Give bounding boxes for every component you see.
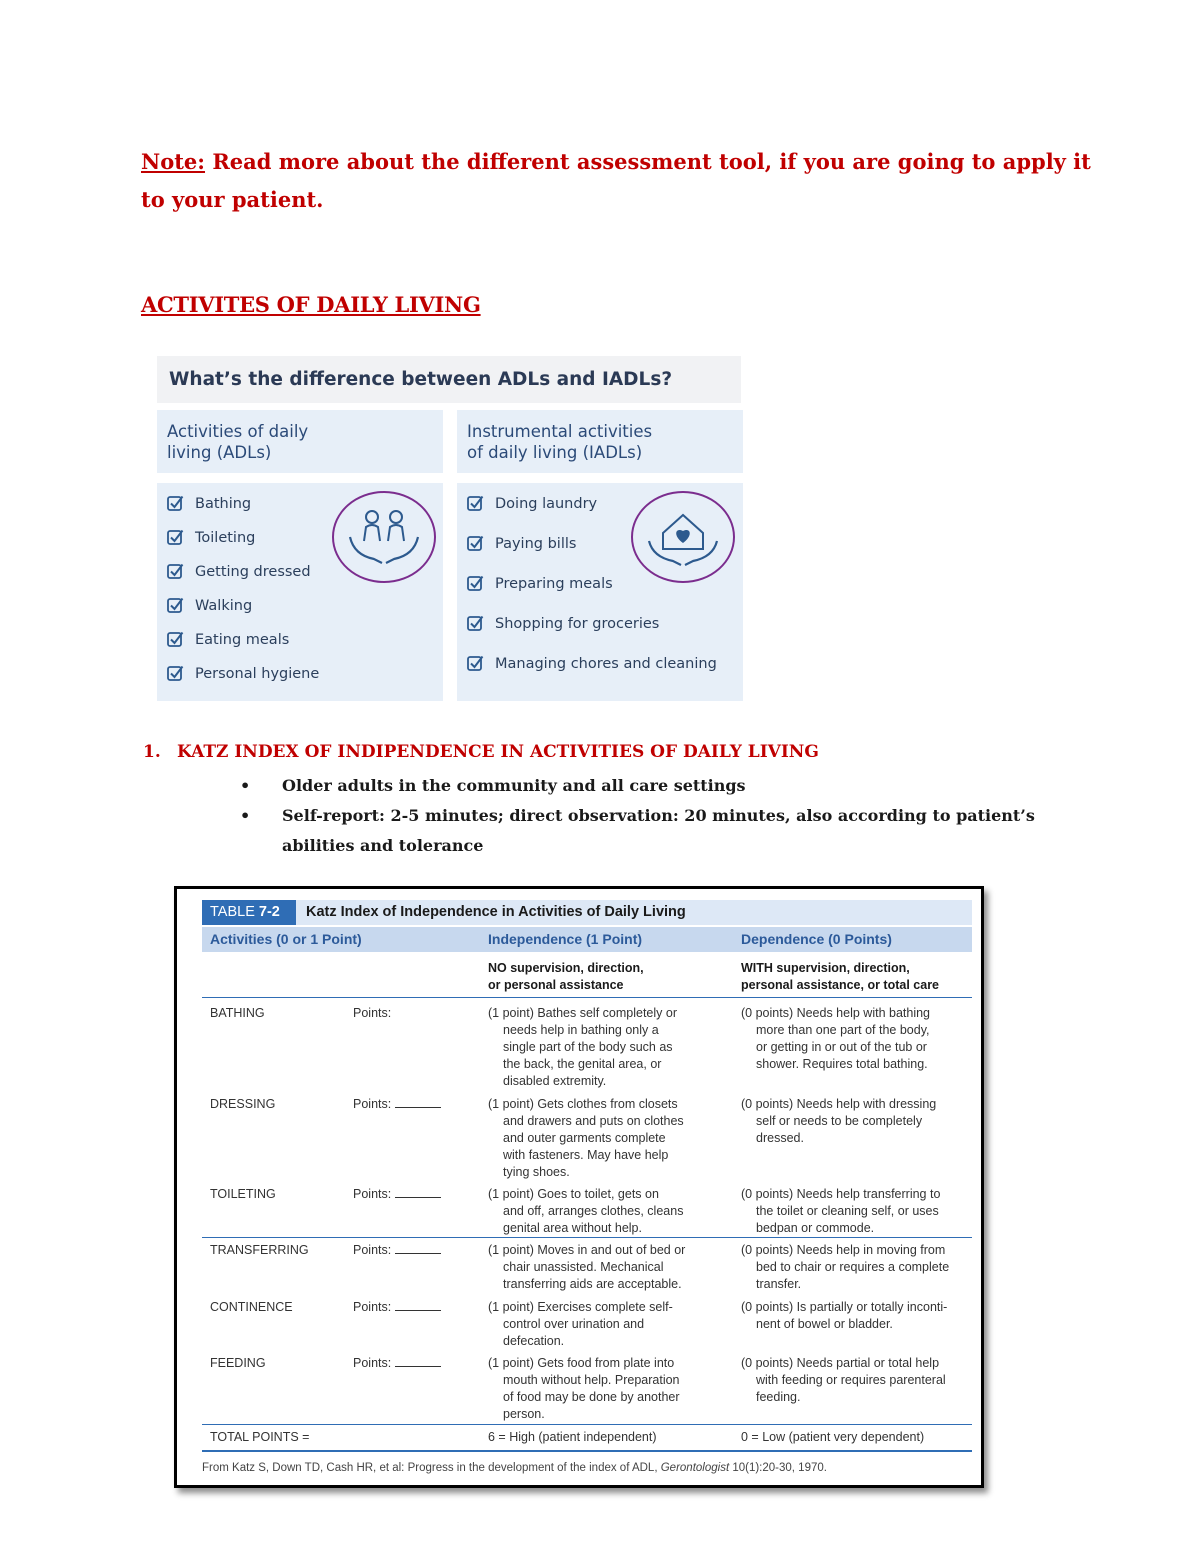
- text-line: control over urination and: [503, 1317, 645, 1331]
- independence-text: [488, 1186, 718, 1237]
- infographic-title: What’s the difference between ADLs and IADLs?: [157, 356, 741, 403]
- katz-table: [174, 886, 984, 1488]
- source-text: From Katz S, Down TD, Cash HR, et al: Progress in the development of the index of ADL,: [202, 1462, 661, 1474]
- text-line: (0 points) Needs help transferring to: [741, 1187, 941, 1201]
- text-line: of food may be done by another: [503, 1390, 680, 1404]
- text-line: dressed.: [756, 1131, 804, 1145]
- text-line: the toilet or cleaning self, or uses: [756, 1204, 939, 1218]
- table-column-headers: [202, 927, 972, 952]
- col-independence: Independence (1 Point): [488, 931, 643, 947]
- iadl-item-label: Managing chores and cleaning: [495, 655, 717, 672]
- text-line: person.: [503, 1407, 545, 1421]
- independence-text: [488, 1096, 718, 1181]
- katz-heading: [143, 742, 819, 762]
- bullet-item: • Self-report: 2-5 minutes; direct observation: 20 minutes, also according to patient’s abilities and tolerance: [240, 801, 1070, 861]
- adl-item-label: Walking: [195, 597, 253, 614]
- checkbox-icon: [467, 495, 484, 512]
- text-line: or getting in or out of the tub or: [756, 1040, 927, 1054]
- independence-text: [488, 1005, 718, 1090]
- text-line: (1 point) Exercises complete self-: [488, 1300, 673, 1314]
- activity-feeding: FEEDING: [210, 1356, 266, 1370]
- text-line: mouth without help. Preparation: [503, 1373, 680, 1387]
- iadl-item: [467, 655, 717, 672]
- text-line: chair unassisted. Mechanical: [503, 1260, 664, 1274]
- iadl-item-label: Doing laundry: [495, 495, 598, 512]
- sub-ind-line: or personal assistance: [488, 978, 624, 992]
- adl-column-header: [157, 410, 443, 473]
- text-line: and off, arranges clothes, cleans: [503, 1204, 684, 1218]
- adl-item-label: Eating meals: [195, 631, 290, 648]
- iadl-item-label: Shopping for groceries: [495, 615, 660, 632]
- table-source: [202, 1462, 827, 1474]
- adl-item: [167, 563, 311, 580]
- katz-bullet-list: [240, 771, 1070, 861]
- text-line: disabled extremity.: [503, 1074, 607, 1088]
- dependence-text: [741, 1242, 971, 1293]
- row-divider: [202, 1237, 972, 1238]
- text-line: self or needs to be completely: [756, 1114, 923, 1128]
- independence-text: [488, 1355, 718, 1423]
- points-blank: [395, 1299, 441, 1311]
- dependence-text: [741, 1096, 971, 1147]
- table-caption: [202, 900, 972, 925]
- text-line: (0 points) Needs help with bathing: [741, 1006, 931, 1020]
- sub-dep-line: WITH supervision, direction,: [741, 961, 910, 975]
- source-journal: Gerontologist: [660, 1462, 730, 1474]
- table-number: 7-2: [258, 904, 280, 920]
- activity-transferring: TRANSFERRING: [210, 1243, 309, 1257]
- text-line: tying shoes.: [503, 1165, 570, 1179]
- note-text: Read more about the different assessment tool, if you are going to apply it to your patient.: [141, 149, 1091, 212]
- adl-header-line1: Activities of daily: [167, 422, 309, 441]
- text-line: nent of bowel or bladder.: [756, 1317, 893, 1331]
- points-label: Points:: [353, 1097, 392, 1111]
- adl-item-label: Toileting: [195, 529, 256, 546]
- text-line: (0 points) Is partially or totally inconti-: [741, 1300, 948, 1314]
- independence-subheader: [488, 960, 644, 994]
- text-line: transfer.: [756, 1277, 802, 1291]
- home-heart-hands-icon: [631, 491, 735, 583]
- activity-toileting: TOILETING: [210, 1187, 276, 1201]
- caregiver-hands-icon: [332, 491, 436, 583]
- checkbox-icon: [467, 655, 484, 672]
- text-line: shower. Requires total bathing.: [756, 1057, 928, 1071]
- bullet-item: • Older adults in the community and all care settings: [240, 771, 1070, 801]
- text-line: (1 point) Gets clothes from closets: [488, 1097, 678, 1111]
- activity-dressing: DRESSING: [210, 1097, 276, 1111]
- text-line: (1 point) Moves in and out of bed or: [488, 1243, 686, 1257]
- adl-item-label: Bathing: [195, 495, 252, 512]
- section-heading: ACTIVITES OF DAILY LIVING: [141, 292, 481, 317]
- source-text: 10(1):20-30, 1970.: [729, 1462, 827, 1474]
- note-label: Note:: [141, 149, 206, 174]
- text-line: defecation.: [503, 1334, 565, 1348]
- iadl-item: [467, 575, 613, 592]
- table-label: [202, 900, 296, 925]
- iadl-column-header: [457, 410, 743, 473]
- independence-text: [488, 1299, 718, 1350]
- adl-iadl-infographic: [157, 356, 743, 704]
- checkbox-icon: [467, 615, 484, 632]
- dependence-text: [741, 1299, 971, 1333]
- points-label: Points:: [353, 1187, 392, 1201]
- total-low: 0 = Low (patient very dependent): [741, 1430, 925, 1444]
- points-field: [353, 1005, 391, 1022]
- dependence-subheader: [741, 960, 939, 994]
- adl-item: [167, 631, 289, 648]
- checkbox-icon: [467, 535, 484, 552]
- dependence-text: [741, 1005, 971, 1073]
- points-blank: [395, 1242, 441, 1254]
- text-line: and outer garments complete: [503, 1131, 666, 1145]
- row-divider: [202, 997, 972, 998]
- points-field: [353, 1242, 441, 1259]
- text-line: (0 points) Needs partial or total help: [741, 1356, 940, 1370]
- sub-ind-line: NO supervision, direction,: [488, 961, 644, 975]
- text-line: the back, the genital area, or: [503, 1057, 662, 1071]
- table-label-prefix: TABLE: [210, 904, 259, 920]
- total-high: 6 = High (patient independent): [488, 1430, 657, 1444]
- text-line: (0 points) Needs help with dressing: [741, 1097, 937, 1111]
- katz-number: 1.: [143, 742, 161, 762]
- table-title: Katz Index of Independence in Activities of Daily Living: [306, 904, 686, 920]
- points-field: [353, 1096, 441, 1113]
- iadl-item-label: Paying bills: [495, 535, 577, 552]
- text-line: with fasteners. May have help: [503, 1148, 669, 1162]
- col-dependence: Dependence (0 Points): [741, 931, 892, 947]
- text-line: transferring aids are acceptable.: [503, 1277, 682, 1291]
- text-line: (0 points) Needs help in moving from: [741, 1243, 946, 1257]
- checkbox-icon: [167, 597, 184, 614]
- text-line: bed to chair or requires a complete: [756, 1260, 950, 1274]
- col-activities: Activities (0 or 1 Point): [210, 931, 362, 947]
- text-line: (1 point) Bathes self completely or: [488, 1006, 677, 1020]
- adl-item: [167, 529, 255, 546]
- text-line: (1 point) Goes to toilet, gets on: [488, 1187, 659, 1201]
- text-line: needs help in bathing only a: [503, 1023, 659, 1037]
- checkbox-icon: [167, 563, 184, 580]
- iadl-header-line2: of daily living (IADLs): [467, 443, 643, 462]
- adl-list-panel: [157, 483, 443, 701]
- points-label: Points:: [353, 1356, 392, 1370]
- checkbox-icon: [167, 495, 184, 512]
- adl-item-label: Getting dressed: [195, 563, 311, 580]
- text-line: and drawers and puts on clothes: [503, 1114, 684, 1128]
- points-blank: [395, 1096, 441, 1108]
- checkbox-icon: [167, 529, 184, 546]
- points-blank: [395, 1355, 441, 1367]
- dependence-text: [741, 1186, 971, 1237]
- iadl-list-panel: [457, 483, 743, 701]
- table-bottom-rule: [202, 1450, 972, 1452]
- sub-dep-line: personal assistance, or total care: [741, 978, 940, 992]
- points-field: [353, 1299, 441, 1316]
- total-points-label: TOTAL POINTS =: [210, 1430, 310, 1444]
- adl-header-line2: living (ADLs): [167, 443, 272, 462]
- row-divider: [202, 1424, 972, 1425]
- katz-title-text: KATZ INDEX OF INDIPENDENCE IN ACTIVITIES OF DAILY LIVING: [177, 742, 819, 762]
- points-field: [353, 1186, 441, 1203]
- text-line: more than one part of the body,: [756, 1023, 930, 1037]
- points-label: Points:: [353, 1006, 392, 1020]
- iadl-item: [467, 615, 659, 632]
- activity-continence: CONTINENCE: [210, 1300, 293, 1314]
- adl-item: [167, 665, 319, 682]
- note-paragraph: [141, 143, 1101, 219]
- text-line: genital area without help.: [503, 1221, 642, 1235]
- adl-item-label: Personal hygiene: [195, 665, 320, 682]
- text-line: (1 point) Gets food from plate into: [488, 1356, 675, 1370]
- iadl-header-line1: Instrumental activities: [467, 422, 653, 441]
- adl-item: [167, 495, 251, 512]
- points-blank: [395, 1186, 441, 1198]
- iadl-item: [467, 535, 576, 552]
- checkbox-icon: [467, 575, 484, 592]
- text-line: feeding.: [756, 1390, 801, 1404]
- text-line: bedpan or commode.: [756, 1221, 875, 1235]
- checkbox-icon: [167, 665, 184, 682]
- activity-bathing: BATHING: [210, 1006, 265, 1020]
- text-line: with feeding or requires parenteral: [756, 1373, 946, 1387]
- adl-item: [167, 597, 252, 614]
- points-field: [353, 1355, 441, 1372]
- dependence-text: [741, 1355, 971, 1406]
- points-label: Points:: [353, 1243, 392, 1257]
- independence-text: [488, 1242, 718, 1293]
- text-line: single part of the body such as: [503, 1040, 673, 1054]
- iadl-item-label: Preparing meals: [495, 575, 613, 592]
- points-label: Points:: [353, 1300, 392, 1314]
- checkbox-icon: [167, 631, 184, 648]
- iadl-item: [467, 495, 597, 512]
